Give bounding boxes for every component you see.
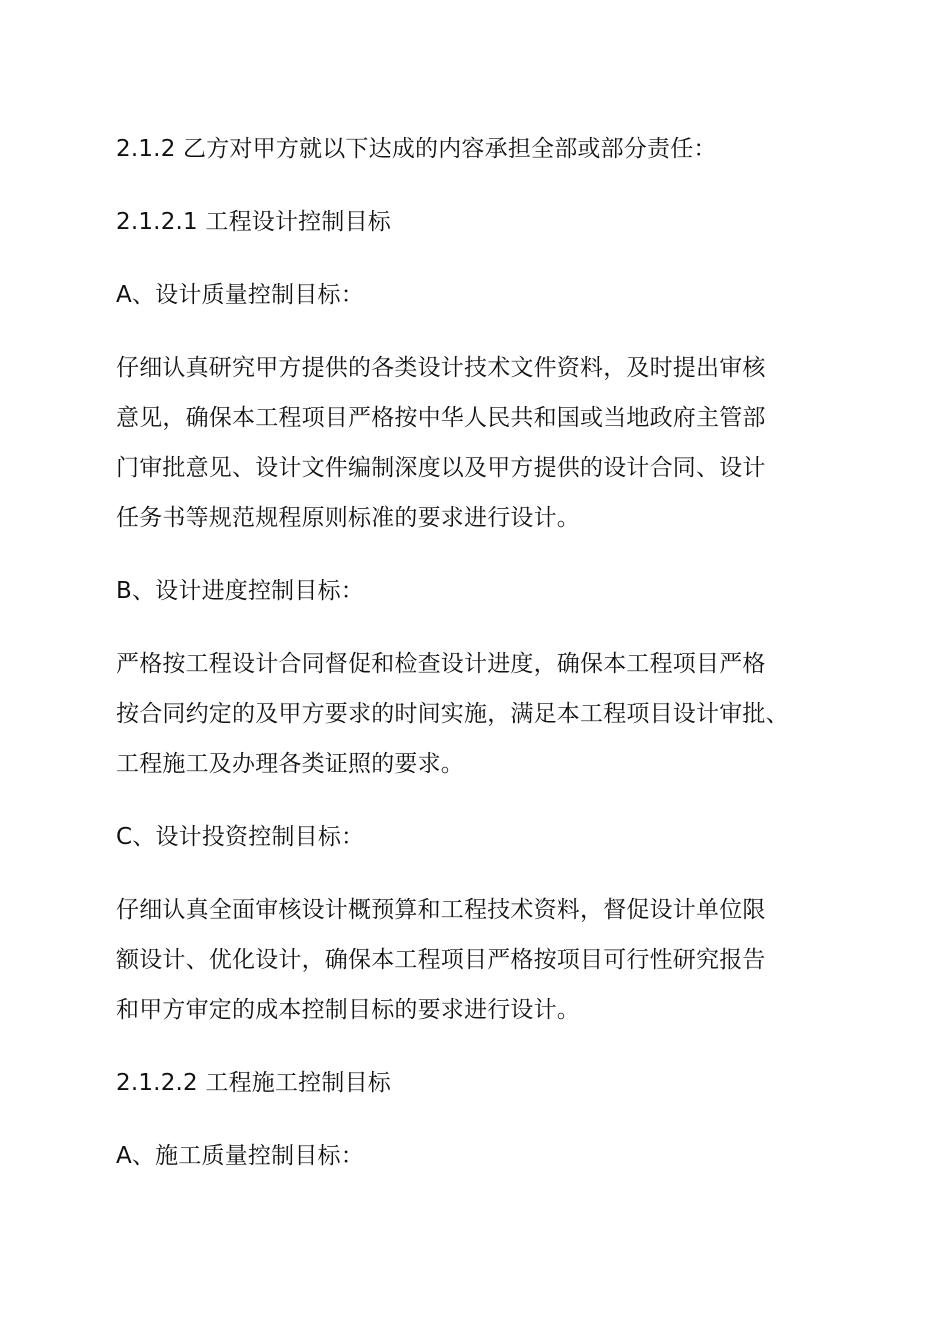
text-line: 仔细认真全面审核设计概预算和工程技术资料，督促设计单位限 xyxy=(116,897,766,923)
text-line: 工程施工及办理各类证照的要求。 xyxy=(116,751,464,777)
section-heading-2-1-2-1 xyxy=(116,197,850,247)
text-line: 意见，确保本工程项目严格按中华人民共和国或当地政府主管部 xyxy=(116,405,766,431)
paragraph-design-schedule xyxy=(116,639,850,789)
text-line: 和甲方审定的成本控制目标的要求进行设计。 xyxy=(116,997,580,1023)
text-line: 严格按工程设计合同督促和检查设计进度，确保本工程项目严格 xyxy=(116,651,766,677)
document-body xyxy=(116,124,850,1204)
subheading-design-schedule xyxy=(116,566,850,616)
text-line: 按合同约定的及甲方要求的时间实施，满足本工程项目设计审批、 xyxy=(116,701,789,727)
text-line: 2.1.2 乙方对甲方就以下达成的内容承担全部或部分责任： xyxy=(116,136,717,162)
paragraph-design-investment xyxy=(116,885,850,1035)
text-line: 门审批意见、设计文件编制深度以及甲方提供的设计合同、设计 xyxy=(116,455,766,481)
subheading-design-quality xyxy=(116,270,850,320)
text-line: A、施工质量控制目标： xyxy=(116,1143,364,1169)
text-line: 2.1.2.2 工程施工控制目标 xyxy=(116,1070,391,1096)
text-line: 2.1.2.1 工程设计控制目标 xyxy=(116,209,391,235)
section-heading-2-1-2-2 xyxy=(116,1058,850,1108)
subheading-construction-quality xyxy=(116,1131,850,1181)
subheading-design-investment xyxy=(116,812,850,862)
text-line: 仔细认真研究甲方提供的各类设计技术文件资料，及时提出审核 xyxy=(116,355,766,381)
text-line: C、设计投资控制目标： xyxy=(116,824,365,850)
section-heading-2-1-2 xyxy=(116,124,850,174)
text-line: 任务书等规范规程原则标准的要求进行设计。 xyxy=(116,505,580,531)
paragraph-design-quality xyxy=(116,343,850,543)
text-line: A、设计质量控制目标： xyxy=(116,282,364,308)
text-line: B、设计进度控制目标： xyxy=(116,578,364,604)
text-line: 额设计、优化设计，确保本工程项目严格按项目可行性研究报告 xyxy=(116,947,766,973)
